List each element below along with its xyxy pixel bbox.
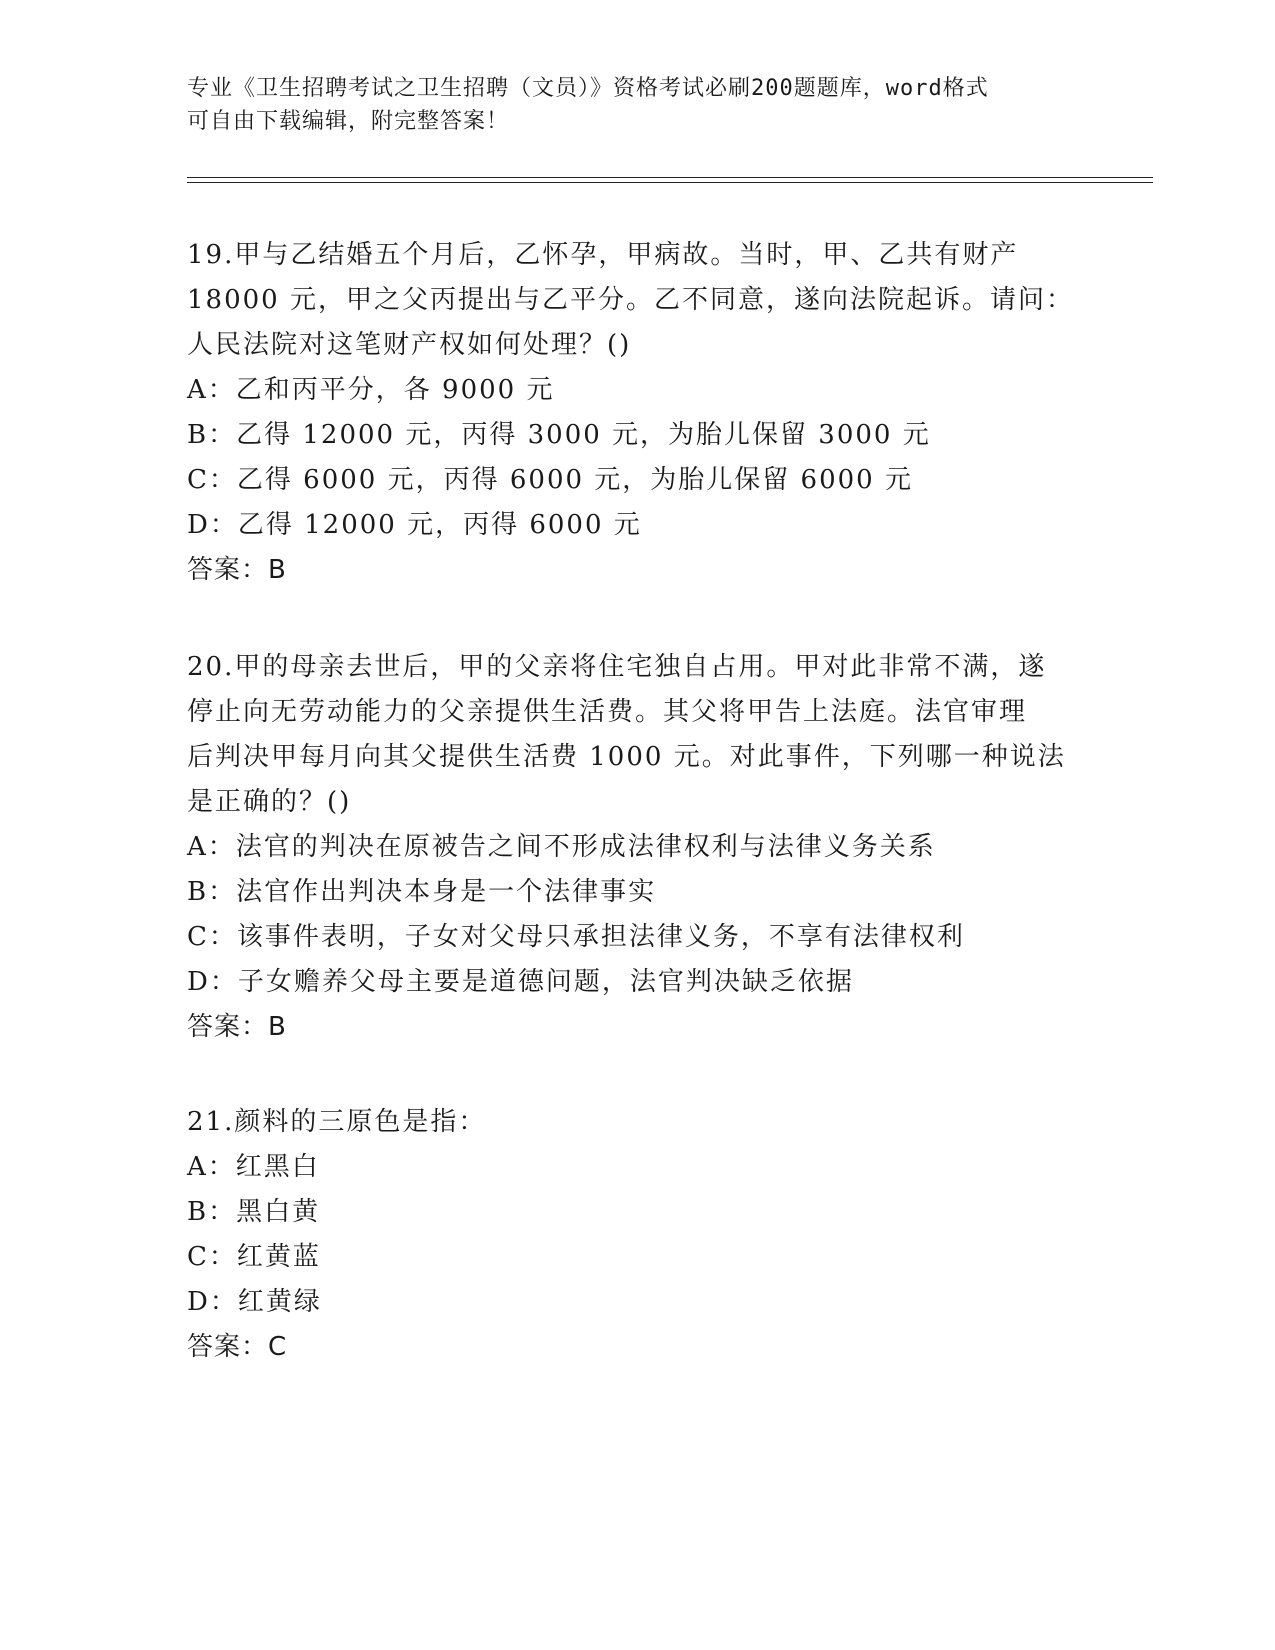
option-b: B：法官作出判决本身是一个法律事实 bbox=[187, 877, 657, 907]
document-header bbox=[187, 72, 1087, 138]
option-b: B：乙得 12000 元，丙得 3000 元，为胎儿保留 3000 元 bbox=[187, 420, 931, 450]
answer-line: 答案：B bbox=[187, 555, 287, 585]
question-stem-line: 18000 元，甲之父丙提出与乙平分。乙不同意，遂向法院起诉。请问： bbox=[187, 285, 1074, 315]
option-d: D：红黄绿 bbox=[187, 1287, 322, 1317]
question-19 bbox=[187, 233, 1087, 593]
option-a: A：乙和丙平分，各 9000 元 bbox=[187, 375, 555, 405]
question-stem-line: 19.甲与乙结婚五个月后，乙怀孕，甲病故。当时，甲、乙共有财产 bbox=[187, 240, 1019, 270]
question-stem-line: 人民法院对这笔财产权如何处理？() bbox=[187, 330, 632, 360]
header-line-2: 可自由下载编辑，附完整答案！ bbox=[187, 109, 510, 134]
answer-line: 答案：C bbox=[187, 1332, 288, 1362]
header-divider-bottom bbox=[187, 182, 1153, 183]
question-21 bbox=[187, 1100, 1087, 1370]
question-stem-line: 后判决甲每月向其父提供生活费 1000 元。对此事件，下列哪一种说法 bbox=[187, 742, 1066, 772]
option-c: C：红黄蓝 bbox=[187, 1242, 321, 1272]
option-c: C：乙得 6000 元，丙得 6000 元，为胎儿保留 6000 元 bbox=[187, 465, 913, 495]
header-divider-top bbox=[187, 177, 1153, 178]
option-a: A：红黑白 bbox=[187, 1152, 320, 1182]
header-line-1: 专业《卫生招聘考试之卫生招聘（文员）》资格考试必刷200题题库，word格式 bbox=[187, 76, 989, 101]
option-b: B：黑白黄 bbox=[187, 1197, 321, 1227]
option-c: C：该事件表明，子女对父母只承担法律义务，不享有法律权利 bbox=[187, 922, 965, 952]
question-stem-line: 停止向无劳动能力的父亲提供生活费。其父将甲告上法庭。法官审理 bbox=[187, 697, 1028, 727]
option-d: D：子女赡养父母主要是道德问题，法官判决缺乏依据 bbox=[187, 967, 854, 997]
question-stem-line: 20.甲的母亲去世后，甲的父亲将住宅独自占用。甲对此非常不满，遂 bbox=[187, 652, 1047, 682]
answer-line: 答案：B bbox=[187, 1012, 287, 1042]
option-d: D：乙得 12000 元，丙得 6000 元 bbox=[187, 510, 642, 540]
question-stem-line: 21.颜料的三原色是指： bbox=[187, 1107, 487, 1137]
question-20 bbox=[187, 645, 1087, 1050]
option-a: A：法官的判决在原被告之间不形成法律权利与法律义务关系 bbox=[187, 832, 936, 862]
question-stem-line: 是正确的？() bbox=[187, 787, 352, 817]
